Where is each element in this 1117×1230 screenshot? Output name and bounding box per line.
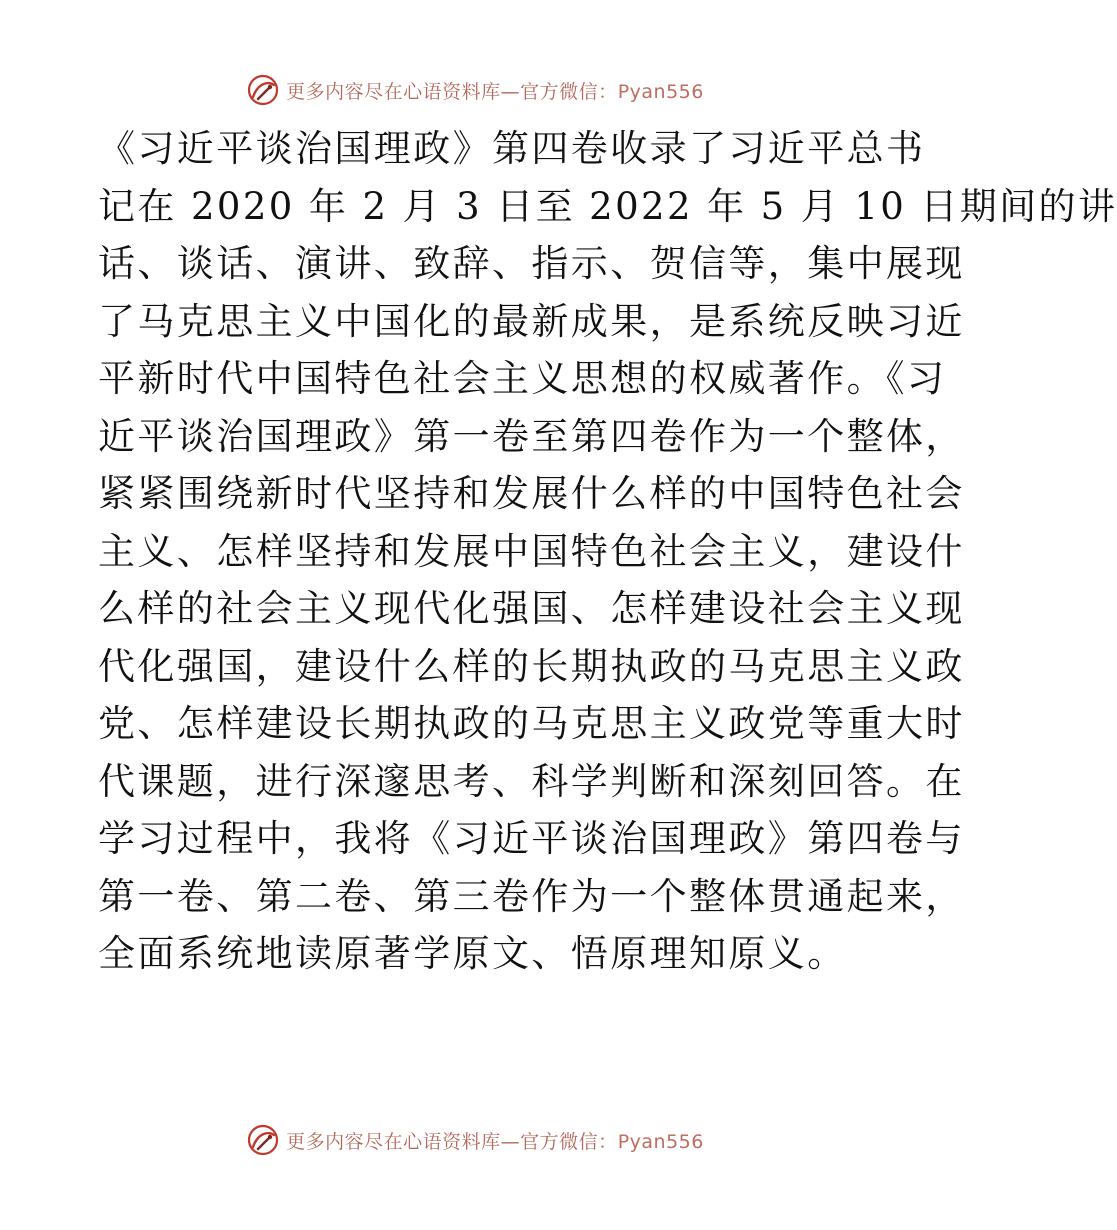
seal-logo-icon xyxy=(246,73,280,107)
watermark-separator: — xyxy=(500,1130,521,1153)
text-line: 全面系统地读原著学原文、悟原理知原义。 xyxy=(98,932,847,975)
watermark-text xyxy=(286,1127,704,1154)
text-line: 代化强国，建设什么样的长期执政的马克思主义政 xyxy=(98,644,965,688)
text-line: 第一卷、第二卷、第三卷作为一个整体贯通起来， xyxy=(98,874,965,918)
text-line: 学习过程中，我将《习近平谈治国理政》第四卷与 xyxy=(98,817,965,860)
document-body xyxy=(98,120,1117,983)
watermark-library-name: 更多内容尽在心语资料库 xyxy=(286,80,501,103)
watermark-library-name: 更多内容尽在心语资料库 xyxy=(286,1130,501,1153)
text-line: 话、谈话、演讲、致辞、指示、贺信等，集中展现 xyxy=(98,242,965,285)
text-line: 么样的社会主义现代化强国、怎样建设社会主义现 xyxy=(98,587,965,630)
seal-logo-icon xyxy=(246,1123,280,1157)
text-line: 平新时代中国特色社会主义思想的权威著作。《习 xyxy=(98,357,947,400)
body-paragraph xyxy=(98,120,1117,983)
watermark-wechat-id: Pyan556 xyxy=(617,1130,704,1153)
text-line: 近平谈治国理政》第一卷至第四卷作为一个整体， xyxy=(98,414,965,458)
text-line: 主义、怎样坚持和发展中国特色社会主义，建设什 xyxy=(98,529,965,573)
text-line: 紧紧围绕新时代坚持和发展什么样的中国特色社会 xyxy=(98,472,965,515)
watermark-wechat-label: 官方微信： xyxy=(520,80,618,103)
watermark-wechat-id: Pyan556 xyxy=(617,80,704,103)
text-line: 代课题，进行深邃思考、科学判断和深刻回答。在 xyxy=(98,759,965,803)
watermark-text xyxy=(286,77,704,104)
text-line: 党、怎样建设长期执政的马克思主义政党等重大时 xyxy=(98,702,965,745)
footer-watermark xyxy=(0,1120,950,1160)
watermark-separator: — xyxy=(500,80,521,103)
watermark-wechat-label: 官方微信： xyxy=(520,1130,618,1153)
header-watermark xyxy=(0,70,950,110)
text-line: 了马克思主义中国化的最新成果，是系统反映习近 xyxy=(98,299,965,343)
text-line: 《习近平谈治国理政》第四卷收录了习近平总书 xyxy=(98,127,926,170)
text-line: 记在 2020 年 2 月 3 日至 2022 年 5 月 10 日期间的讲 xyxy=(98,184,1117,228)
